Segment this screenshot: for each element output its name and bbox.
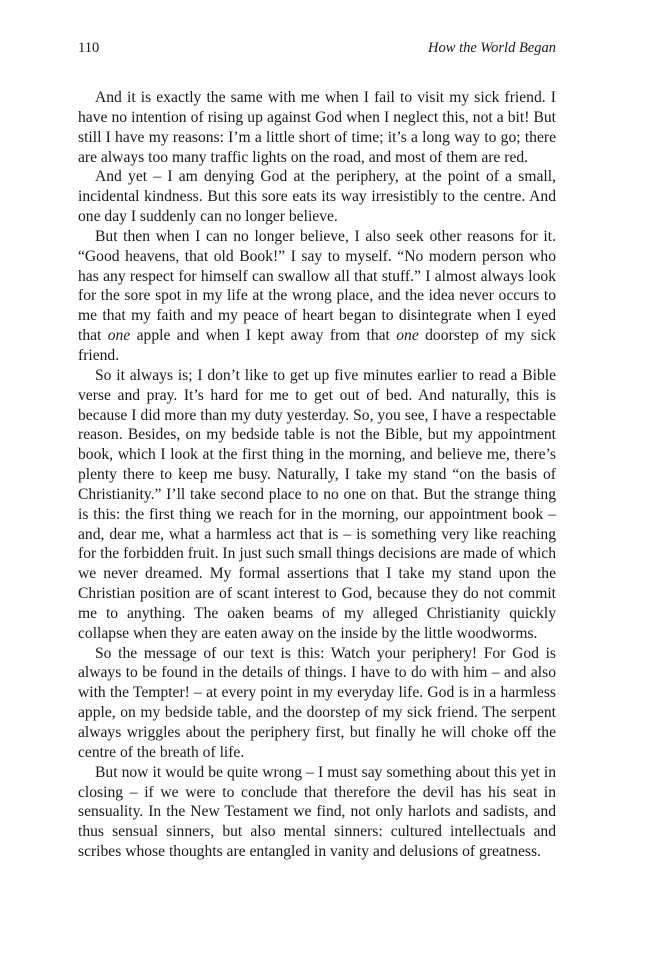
running-head-title: How the World Began: [428, 40, 556, 56]
paragraph-text: And it is exactly the same with me when I fail to visit my sick friend. I have no intention of rising up against God when I neglect this, not a bit! But still I have my reasons: I’m a little short of time; it’s a long way to go; there are always too many traffic lights on the road, and most of them are red.: [78, 89, 556, 166]
emphasis-text: one: [396, 327, 419, 345]
paragraph: [78, 167, 556, 227]
paragraph-text: So it always is; I don’t like to get up five minutes earlier to read a Bible verse and pray. It’s hard for me to get out of bed. And naturally, this is because I did more than my duty yesterday. So, you see, I have a respectable reason. Besides, on my bedside table is not the Bible, but my appointment book, which I look at the first thing in the morning, and believe me, there’s plenty there to keep me busy. Naturally, I take my stand “on the basis of Christianity.” I’ll take second place to no one on that. But the strange thing is this: the first thing we reach for in the morning, our appointment book – and, dear me, what a harmless act that is – is something very like reaching for the forbidden fruit. In just such small things decisions are made of which we never dreamed. My formal assertions that I take my stand upon the Christian position are of scant interest to God, because they do not commit me to anything. The oaken beams of my alleged Christianity quickly collapse when they are eaten away on the inside by the little woodworms.: [78, 366, 556, 642]
running-head: [78, 40, 556, 62]
body-text: [78, 88, 556, 862]
paragraph: [78, 88, 556, 167]
paragraph: [78, 644, 556, 763]
paragraph: [78, 763, 556, 862]
paragraph-text: doorstep of my sick friend.: [78, 327, 556, 364]
paragraph: [78, 227, 556, 366]
paragraph-text: So the message of our text is this: Watch your periphery! For God is always to be found in the details of things. I have to do with him – and also with the Tempter! – at every point in my everyday life. God is in a harmless apple, on my bedside table, and the doorstep of my sick friend. The serpent always wriggles about the periphery first, but finally he will choke off the centre of the breath of life.: [78, 644, 556, 761]
emphasis-text: one: [107, 327, 131, 345]
paragraph-text: But then when I can no longer believe, I also seek other reasons for it. “Good heavens, that old Book!” I say to myself. “No modern person who has any respect for himself can swallow all that stuff.” I almost always look for the sore spot in my life at the wrong place, and the idea never occurs to me that my faith and my peace of heart began to disintegrate when I eyed that: [78, 227, 556, 345]
page-number: 110: [78, 40, 100, 56]
paragraph: [78, 366, 556, 644]
paragraph-text: And yet – I am denying God at the periphery, at the point of a small, incidental kindness. But this sore eats its way irresistibly to the centre. And one day I suddenly can no longer believe.: [78, 168, 556, 226]
paragraph-text: But now it would be quite wrong – I must say something about this yet in closing – if we were to conclude that therefore the devil has his seat in sensuality. In the New Testament we find, not only harlots and sadists, and thus sensual sinners, but also mental sinners: cultured intellectuals and scribes whose thoughts are entangled in vanity and delusions of greatness.: [78, 763, 556, 861]
paragraph-text: apple and when I kept away from that: [130, 327, 397, 345]
